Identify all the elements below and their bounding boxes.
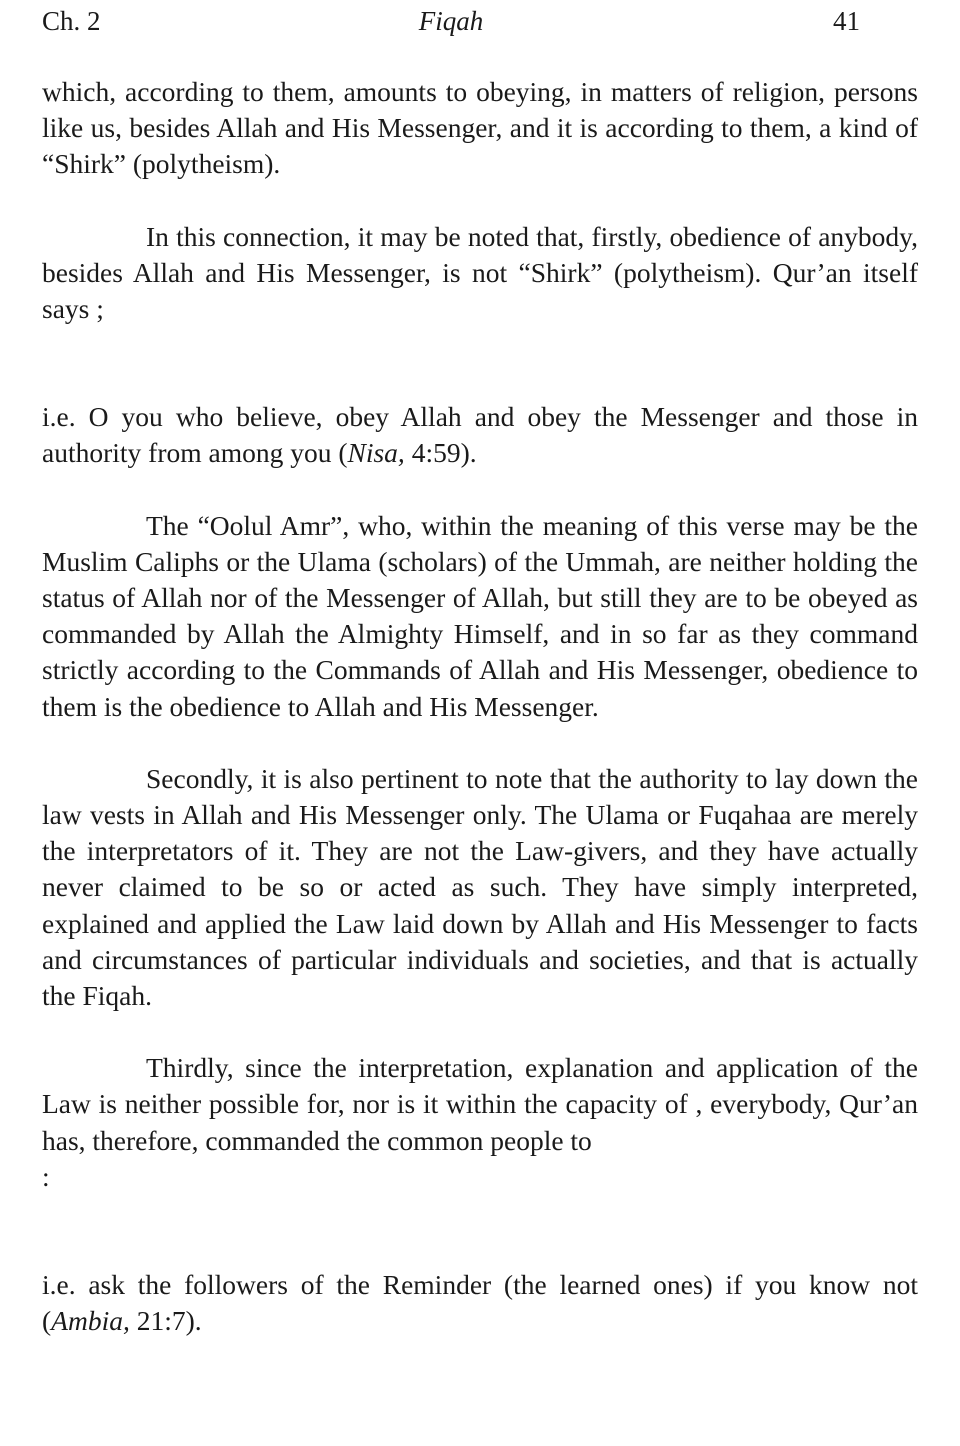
running-title: Fiqah [418, 6, 484, 36]
paragraph-6: Thirdly, since the interpretation, explanation and application of the Law is neither possible for, nor is it within the capacity of , everybody, Qur’an has, therefore, commanded the common people to [42, 1052, 918, 1156]
page-header [42, 4, 860, 38]
paragraph-7-translation: i.e. ask the followers of the Reminder (the learned ones) if you know not (Ambia, 21:7). [42, 1269, 918, 1337]
paragraph-6-colon: : [42, 1160, 50, 1192]
paragraph-5: Secondly, it is also pertinent to note that the authority to lay down the law vests in Allah and His Messenger only. The Ulama or Fuqahaa are merely the interpretators of it. They are not the Law-givers, and they have actually never claimed to be so or acted as such. They have simply interpreted, explained and applied the Law laid down by Allah and His Messenger to facts and circumstances of particular individuals and societies, and that is actually the Fiqah. [42, 762, 918, 1012]
paragraph-1: which, according to them, amounts to obeying, in matters of religion, persons like us, besides Allah and His Messenger, and it is according to them, a kind of “Shirk” (polytheism). [42, 76, 918, 180]
surah-reference: Nisa, [347, 437, 405, 469]
arabic-verse-placeholder [42, 327, 918, 399]
paragraph-4: The “Oolul Amr”, who, within the meaning of this verse may be the Muslim Caliphs or the Ulama (scholars) of the Ummah, are neither holding the status of Allah nor of the Messenger of Allah, but still they are to be obeyed as commanded by Allah the Almighty Himself, and in so far as they command strictly according to the Commands of Allah and His Messenger, obedience to them is the obedience to Allah and His Messenger. [42, 509, 918, 722]
page-body [42, 74, 918, 1339]
paragraph-3-translation: i.e. O you who believe, obey Allah and obey the Messenger and those in authority from among you (Nisa, 4:59). [42, 401, 918, 469]
chapter-label: Ch. 2 [42, 6, 101, 36]
surah-reference-2: Ambia, [51, 1305, 130, 1337]
paragraph-2: In this connection, it may be noted that, firstly, obedience of anybody, besides Allah and His Messenger, is not “Shirk” (polytheism). Qur’an itself says ; [42, 220, 918, 325]
arabic-verse-placeholder-2 [42, 1195, 918, 1267]
page-number: 41 [833, 6, 860, 36]
